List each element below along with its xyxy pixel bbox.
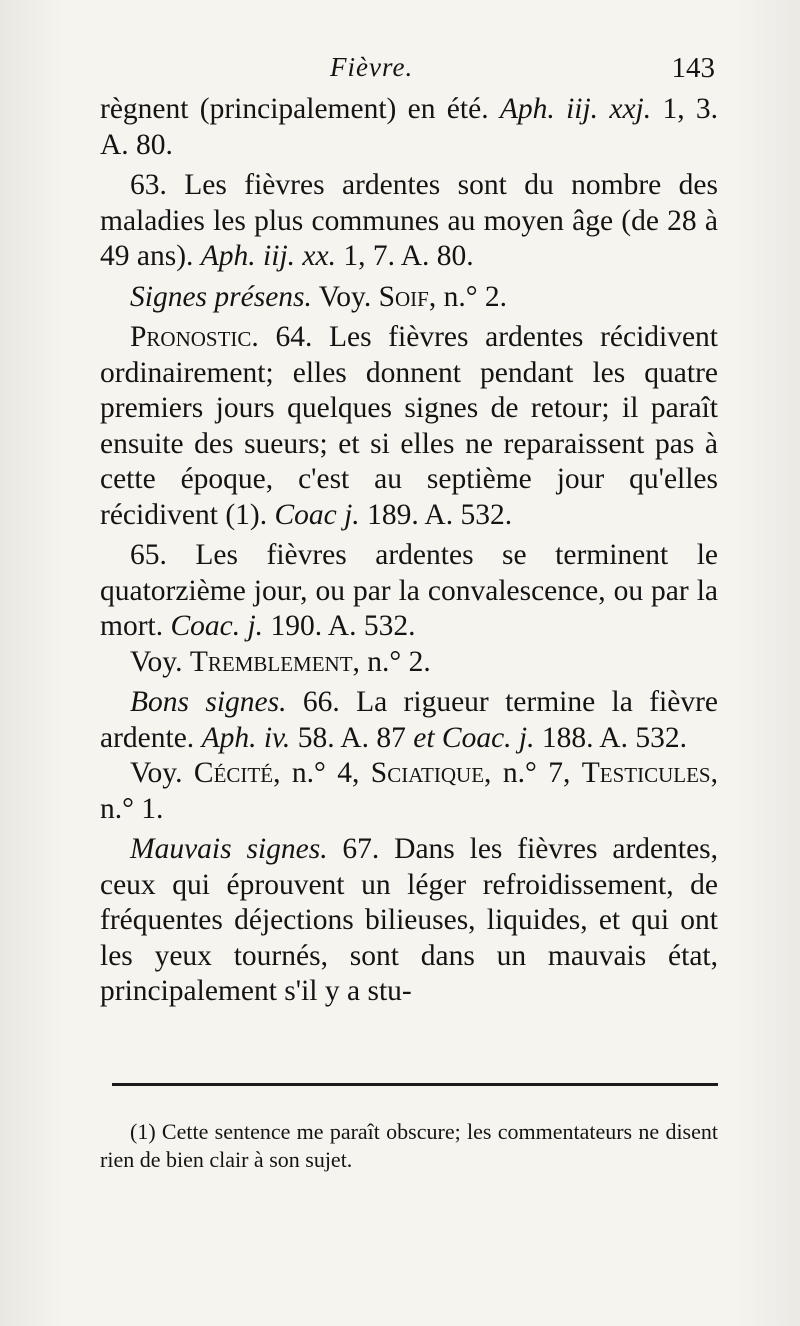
cross-reference: Cécité (193, 757, 274, 789)
paragraph-number: 64. (258, 321, 313, 353)
reference: Aph. iij. xxj. (499, 93, 652, 125)
running-title: Fièvre. (330, 52, 414, 82)
cross-reference: Soif (378, 280, 429, 313)
section-lead: Mauvais signes. (130, 833, 328, 865)
reference: Coac j. (274, 498, 360, 531)
cross-reference: Sciatique (370, 757, 485, 789)
section-lead: Pronostic. (130, 321, 259, 353)
paragraph-number: 63. (130, 169, 167, 201)
footnote (100, 1118, 718, 1174)
paragraph-67: Mauvais signes. 67. Dans les fièvres ardentes, ceux qui éprouvent un léger refroidissement, de fréquentes déjections bilieuses, liquides, et qui ont les yeux tournés, sont dans un mauvais état, principalement s'il y a stu- (100, 833, 719, 1007)
paragraph-continuation: règnent (principalement) en été. Aph. iij. xxj. 1, 3. A. 80. (100, 93, 719, 161)
footnote-rule (112, 1083, 718, 1086)
paragraph-63: 63. Les fièvres ardentes sont du nombre des maladies les plus communes au moyen âge (de 28 à 49 ans). Aph. iij. xx. 1, 7. A. 80. (100, 169, 718, 272)
page-header (100, 52, 715, 92)
section-lead: Bons signes. (130, 686, 287, 718)
voy-tremblement: Voy. Tremblement, n.° 2. (130, 645, 431, 678)
page-number: 143 (671, 52, 715, 84)
footnote-text: (1) Cette sentence me paraît obscure; les commentateurs ne disent rien de bien clair à son sujet. (100, 1119, 718, 1172)
reference: Coac. j. (170, 610, 264, 642)
reference: et Coac. j. (413, 721, 535, 754)
paragraph-number: 67. (327, 833, 380, 865)
paragraph-65: 65. Les fièvres ardentes se terminent le quatorzième jour, ou par la convalescence, ou par la mort. Coac. j. 190. A. 532. (100, 539, 718, 642)
body-text (100, 92, 718, 1010)
paragraph-number: 65. (130, 539, 167, 571)
reference: Aph. iv. (201, 721, 291, 754)
paragraph-64: Pronostic. 64. Les fièvres ardentes récidivent ordinairement; elles donnent pendant les quatre premiers jours quelques signes de retour; il paraît ensuite des sueurs; et si elles ne reparaissent pas à cette époque, c'est au septième jour qu'elles récidivent (1). Coac j. 189. A. 532. (100, 321, 719, 531)
section-lead: Signes présens. (130, 280, 312, 313)
paragraph-66: Bons signes. 66. La rigueur termine la fièvre ardente. Aph. iv. 58. A. 87 et Coac. j. 188. A. 532. (100, 686, 718, 754)
reference: Aph. iij. xx. (200, 240, 336, 272)
voy-cecite: Voy. Cécité, n.° 4, Sciatique, n.° 7, Testicules, n.° 1. (100, 757, 718, 825)
paragraph-number: 66. (286, 686, 340, 718)
cross-reference: Testicules (581, 757, 711, 789)
signes-presens: Signes présens. Voy. Soif, n.° 2. (130, 280, 508, 313)
cross-reference: Tremblement (189, 645, 353, 678)
